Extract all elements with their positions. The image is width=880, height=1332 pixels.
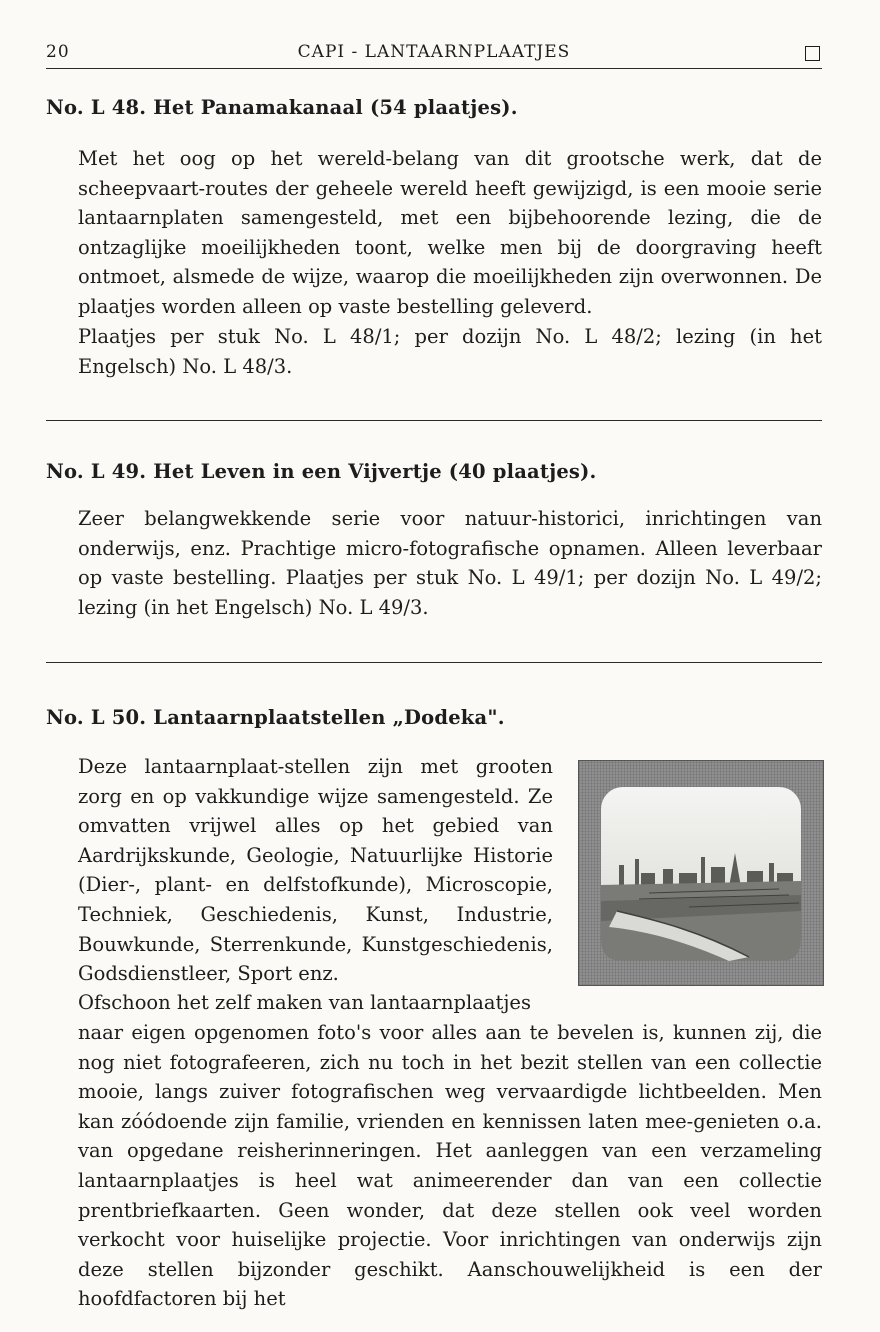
section-paragraph-l50-continued: naar eigen opgenomen foto's voor alles aan te bevelen is, kunnen zij, die nog niet fotografeeren, zich nu toch in het bezit stellen van een collectie mooie, langs zuiver fotografischen weg vervaardigde lichtbeelden. Men kan zóódoende zijn familie, vrienden en kennissen laten mee-genieten o.a. van opgedane reisherinneringen. Het aanleggen van een verzameling lantaarnplaatjes is heel wat animeerender dan van een collectie prentbriefkaarten. Geen wonder, dat deze stellen ook veel worden verkocht voor huiselijke projectie. Voor inrichtingen van onderwijs zijn deze stellen bijzonder geschikt. Aanschouwelijkheid is een der hoofdfactoren bij het [78,1021,822,1311]
square-icon [805,46,820,61]
section-paragraph-l48-description: Met het oog op het wereld-belang van dit grootsche werk, dat de scheepvaart-routes der geheele wereld heeft gewijzigd, is een mooie serie lantaarnplaten samengesteld, met een bijbehoorende lezing, die de ontzaglijke moeilijkheden toont, welke men bij de doorgraving heeft ontmoet, alsmede de wijze, waarop die moeilijkheden zijn overwonnen. De plaatjes worden alleen op vaste bestelling geleverd. [78,147,822,318]
section-heading-l48: No. L 48. Het Panamakanaal (54 plaatjes). [46,96,518,119]
page-number: 20 [46,42,70,62]
running-header [46,40,822,69]
section-paragraph-l50-start: Ofschoon het zelf maken van lantaarnplaatjes [78,991,531,1014]
section-paragraph-l49: Zeer belangwekkende serie voor natuur-historici, inrichtingen van onderwijs, enz. Prachtige micro-fotografische opnamen. Alleen leverbaar op vaste bestelling. Plaatjes per stuk No. L 49/1; per dozijn No. L 49/2; lezing (in het Engelsch) No. L 49/3. [78,507,822,619]
lantern-slide-photo-icon [578,760,824,986]
section-heading-l49: No. L 49. Het Leven in een Vijvertje (40 plaatjes). [46,460,597,483]
section-paragraph-l50-intro: Deze lantaarnplaat-stellen zijn met grooten zorg en op vakkundige wijze samengesteld. Ze omvatten vrijwel alles op het gebied van Aardrijkskunde, Geologie, Natuurlijke Historie (Dier-, plant- en delfstofkunde), Microscopie, Techniek, Geschiedenis, Kunst, Industrie, Bouwkunde, Sterrenkunde, Kunstgeschiedenis, Godsdienstleer, Sport enz. [78,755,553,986]
section-heading-l50: No. L 50. Lantaarnplaatstellen „Dodeka". [46,706,505,729]
running-title: CAPI - LANTAARNPLAATJES [297,42,571,62]
section-paragraph-l48-prices: Plaatjes per stuk No. L 48/1; per dozijn No. L 48/2; lezing (in het Engelsch) No. L 48/3. [78,325,822,378]
section-divider [46,662,822,663]
section-divider [46,420,822,421]
